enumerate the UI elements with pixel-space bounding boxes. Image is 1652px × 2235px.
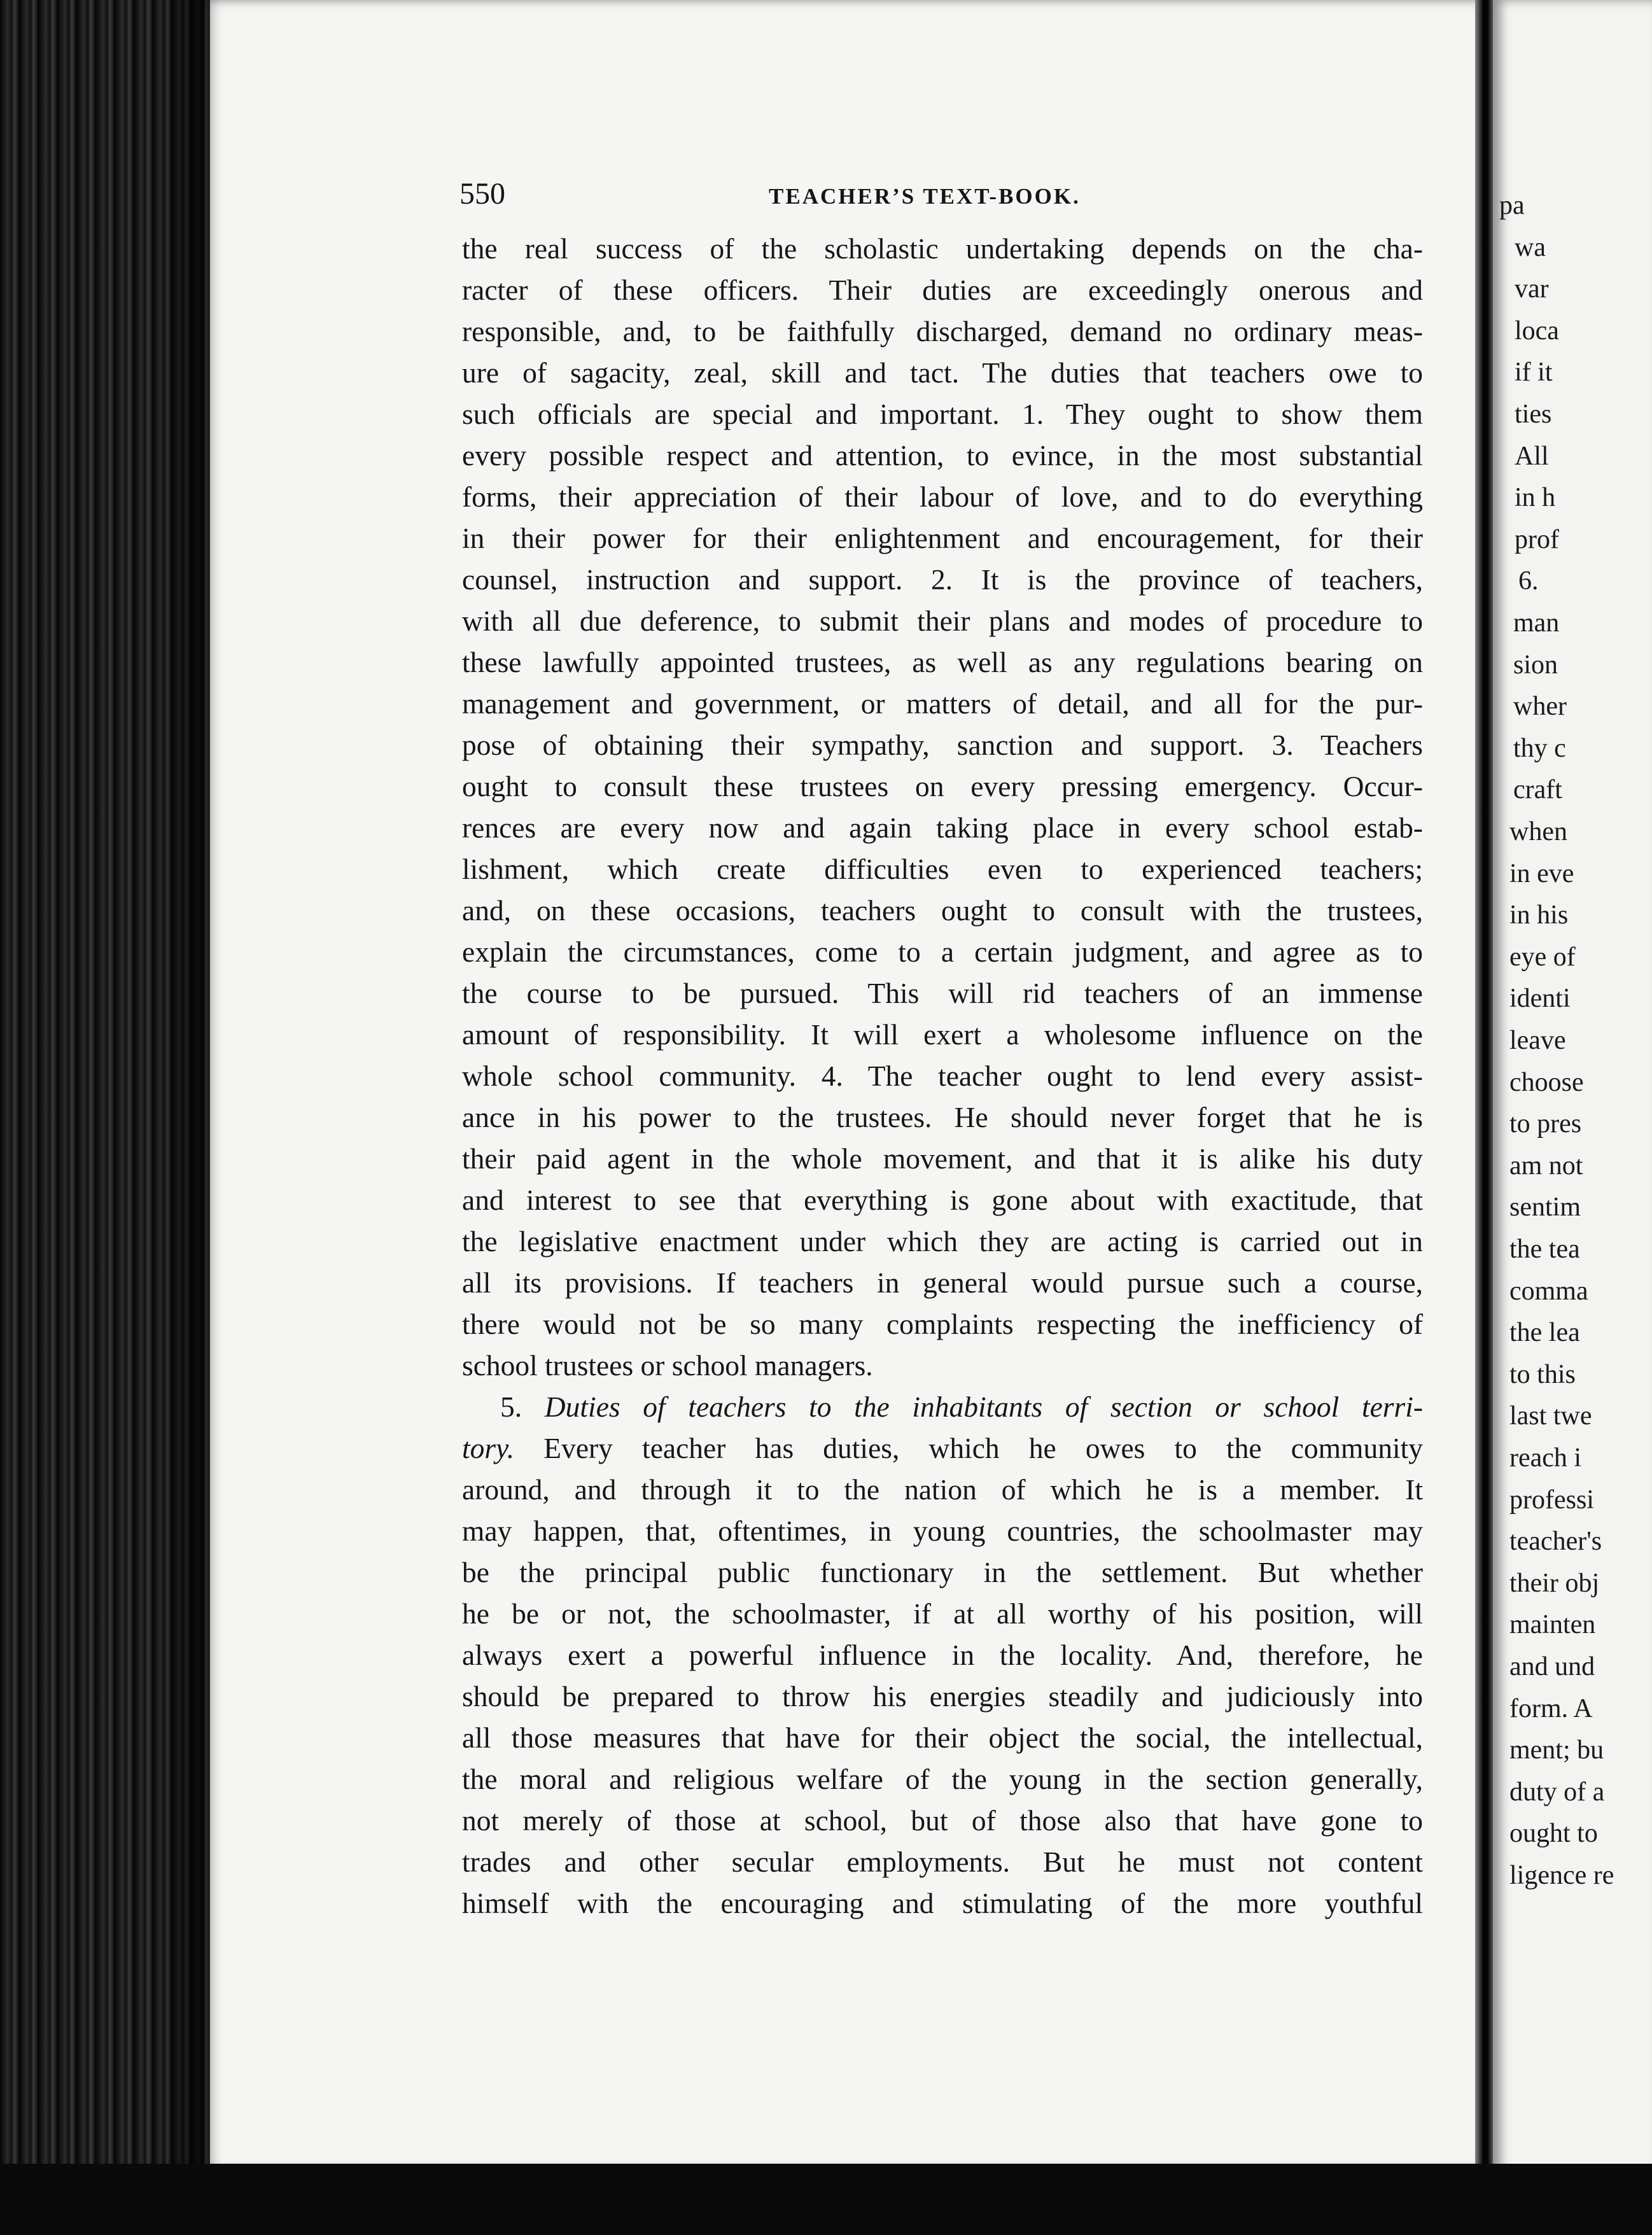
facing-page-fragment: ment; bu — [1509, 1735, 1604, 1765]
facing-page-fragment: in eve — [1509, 858, 1574, 888]
text-line: may happen, that, oftentimes, in young countries, the schoolmaster may — [462, 1515, 1423, 1547]
text-line: ought to consult these trustees on every pressing emergency. Occur- — [462, 770, 1423, 802]
running-title: TEACHER’S TEXT-BOOK. — [769, 184, 1081, 209]
text-line: in their power for their enlightenment and encouragement, for their — [462, 522, 1423, 554]
text-line: not merely of those at school, but of those also that have gone to — [462, 1804, 1423, 1837]
text-line: there would not be so many complaints respecting the inefficiency of — [462, 1308, 1423, 1340]
text-line: such officials are special and important. 1. They ought to show them — [462, 398, 1423, 430]
text-line: and interest to see that everything is gone about with exactitude, that — [462, 1184, 1423, 1216]
text-line: the real success of the scholastic undertaking depends on the cha- — [462, 232, 1423, 265]
text-line: all its provisions. If teachers in general would pursue such a course, — [462, 1266, 1423, 1299]
text-line: these lawfully appointed trustees, as well as any regulations bearing on — [462, 646, 1423, 678]
facing-page-fragment: prof — [1515, 524, 1559, 554]
text-line: with all due deference, to submit their plans and modes of procedure to — [462, 605, 1423, 637]
text-line: whole school community. 4. The teacher ought to lend every assist- — [462, 1060, 1423, 1092]
text-line: around, and through it to the nation of which he is a member. It — [462, 1473, 1423, 1506]
para-heading-end: tory. — [462, 1432, 515, 1464]
text-line: all those measures that have for their object the social, the intellectual, — [462, 1721, 1423, 1754]
facing-page-fragment: to this — [1509, 1359, 1576, 1389]
paragraph-continuation — [462, 1469, 1423, 1924]
facing-page-fragment: the tea — [1509, 1235, 1580, 1264]
text-line: racter of these officers. Their duties are exceedingly onerous and — [462, 274, 1423, 306]
body-text — [462, 228, 1423, 1924]
text-line: himself with the encouraging and stimulating of the more youthful — [462, 1887, 1423, 1919]
text-line: the moral and religious welfare of the young in the section generally, — [462, 1763, 1423, 1795]
bottom-edge — [0, 2164, 1652, 2235]
facing-page-fragment: professi — [1509, 1485, 1594, 1515]
text-line: their paid agent in the whole movement, and that it is alike his duty — [462, 1142, 1423, 1175]
facing-page-fragment: am not — [1509, 1151, 1583, 1181]
text-line: management and government, or matters of detail, and all for the pur- — [462, 687, 1423, 720]
facing-page-fragment: man — [1513, 608, 1560, 638]
text-line: ance in his power to the trustees. He should never forget that he is — [462, 1101, 1423, 1133]
text-line: the course to be pursued. This will rid teachers of an immense — [462, 977, 1423, 1009]
facing-page-fragment: choose — [1509, 1067, 1584, 1097]
text-line: he be or not, the schoolmaster, if at all worthy of his position, will — [462, 1597, 1423, 1630]
para-number: 5. — [500, 1391, 522, 1423]
text-line: the legislative enactment under which they are acting is carried out in — [462, 1225, 1423, 1258]
facing-page-fragment: mainten — [1509, 1610, 1596, 1640]
facing-page-fragment: 6. — [1518, 566, 1539, 596]
facing-page-fragment: and und — [1509, 1652, 1595, 1681]
facing-page-fragment: to pres — [1509, 1109, 1582, 1139]
facing-page-fragment: last twe — [1509, 1401, 1592, 1431]
facing-page-fragment: var — [1515, 274, 1549, 304]
facing-page-fragment: craft — [1513, 775, 1562, 805]
text-line: explain the circumstances, come to a certain judgment, and agree as to — [462, 935, 1423, 968]
facing-page-fragment: All — [1515, 441, 1549, 471]
text-line: trades and other secular employments. But he must not content — [462, 1846, 1423, 1878]
facing-page-fragment: ties — [1515, 400, 1552, 429]
facing-page-fragment: their obj — [1509, 1568, 1600, 1598]
facing-page-fragment: ought to — [1509, 1819, 1598, 1849]
facing-page-fragment: identi — [1509, 984, 1571, 1014]
facing-page-fragment: teacher's — [1509, 1527, 1602, 1557]
text-line: rences are every now and again taking place in every school estab- — [462, 811, 1423, 844]
facing-page — [1493, 0, 1652, 2176]
center-gutter — [1475, 0, 1493, 2235]
facing-page-fragment: pa — [1499, 191, 1525, 220]
text-line: lishment, which create difficulties even to experienced teachers; — [462, 853, 1423, 885]
text-line: amount of responsibility. It will exert a wholesome influence on the — [462, 1018, 1423, 1051]
text-line: ure of sagacity, zeal, skill and tact. The duties that teachers owe to — [462, 356, 1423, 389]
text-line: forms, their appreciation of their labour of love, and to do everything — [462, 480, 1423, 513]
spine-shadow — [159, 0, 210, 2235]
facing-page-fragment: thy c — [1513, 733, 1566, 763]
facing-page-fragment: reach i — [1509, 1443, 1582, 1473]
text-line: every possible respect and attention, to evince, in the most substantial — [462, 439, 1423, 472]
facing-page-fragment: the lea — [1509, 1318, 1580, 1348]
facing-page-fragment: form. A — [1509, 1693, 1593, 1723]
text-line: counsel, instruction and support. 2. It is the province of teachers, — [462, 563, 1423, 596]
facing-page-fragment: in h — [1515, 483, 1556, 513]
facing-page-fragment: in his — [1509, 900, 1569, 930]
facing-page-fragment: ligence re — [1509, 1861, 1614, 1890]
facing-page-fragment: if it — [1515, 358, 1553, 388]
text-line: responsible, and, to be faithfully discharged, demand no ordinary meas- — [462, 315, 1423, 347]
facing-page-fragment: sentim — [1509, 1193, 1581, 1223]
text-line — [462, 1386, 1423, 1427]
facing-page-fragment: comma — [1509, 1276, 1588, 1306]
facing-page-fragment: leave — [1509, 1026, 1566, 1055]
text-line: pose of obtaining their sympathy, sanction and support. 3. Teachers — [462, 729, 1423, 761]
facing-page-fragment: wa — [1515, 232, 1546, 262]
paragraph-trustees — [462, 228, 1423, 1386]
facing-page-fragment: when — [1509, 817, 1567, 846]
running-head — [459, 172, 1439, 216]
text-line: and, on these occasions, teachers ought to consult with the trustees, — [462, 894, 1423, 927]
page-number: 550 — [459, 177, 505, 211]
facing-page-fragment: eye of — [1509, 942, 1576, 972]
facing-page-fragment: wher — [1513, 692, 1567, 722]
para-text: Every teacher has duties, which he owes to the community — [543, 1432, 1423, 1464]
paragraph-duties-inhabitants — [462, 1386, 1423, 1924]
text-line — [462, 1427, 1423, 1469]
text-line: always exert a powerful influence in the locality. And, therefore, he — [462, 1639, 1423, 1671]
para-heading: Duties of teachers to the inhabitants of section or school terri- — [544, 1391, 1424, 1423]
facing-page-fragment: duty of a — [1509, 1777, 1605, 1807]
text-line: be the principal public functionary in the settlement. But whether — [462, 1556, 1423, 1588]
facing-page-fragment: loca — [1515, 316, 1559, 346]
text-line: school trustees or school managers. — [462, 1349, 873, 1382]
text-line: should be prepared to throw his energies steadily and judiciously into — [462, 1680, 1423, 1713]
facing-page-fragment: sion — [1513, 650, 1558, 680]
